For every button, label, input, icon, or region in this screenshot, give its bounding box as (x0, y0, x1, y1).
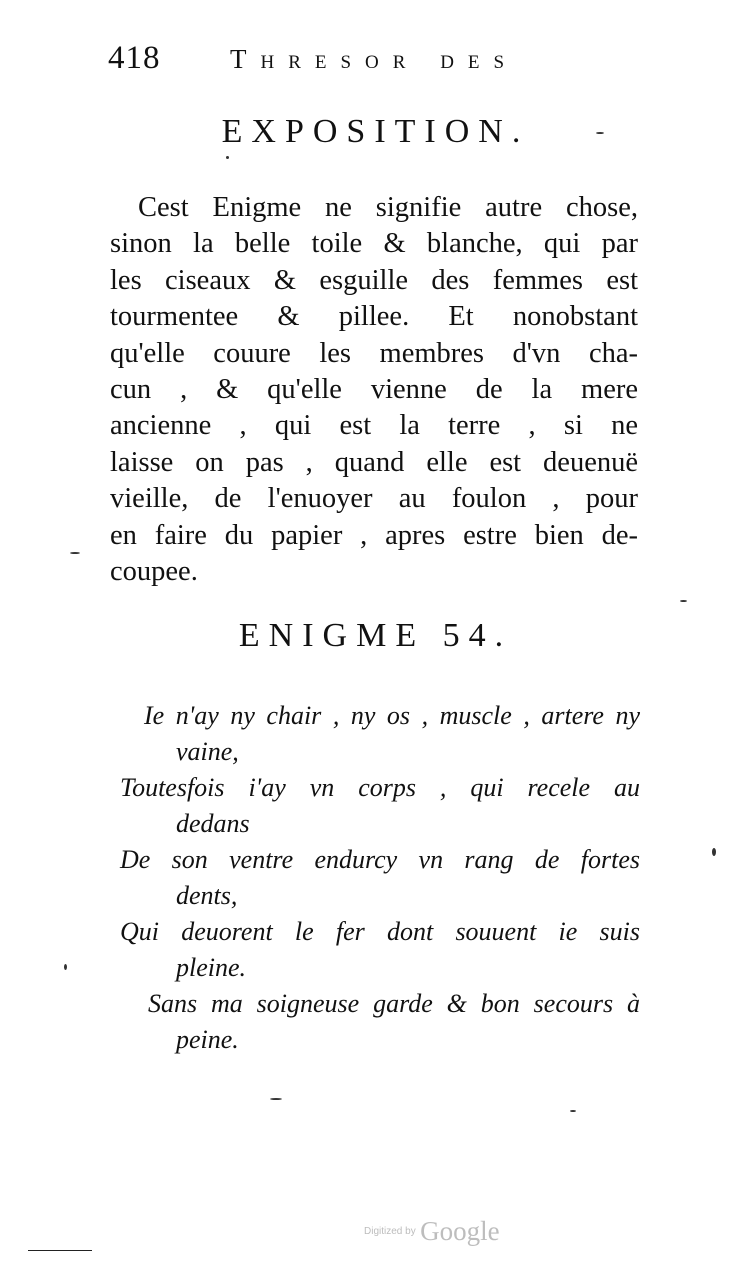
verse-line: Sans ma soigneuse garde & bon secours à (148, 989, 640, 1018)
page-number: 418 (108, 40, 161, 76)
ink-speck (596, 132, 604, 134)
text-line: qu'elle couure les membres d'vn cha- (110, 337, 638, 369)
text-line: coupee. (110, 555, 198, 587)
ink-speck (712, 848, 716, 856)
text-line: cun , & qu'elle vienne de la mere (110, 373, 638, 405)
text-line: tourmentee & pillee. Et nonobstant (110, 301, 638, 333)
verse-line: Toutesfois i'ay vn corps , qui recele au (120, 773, 640, 802)
text-line: vieille, de l'enuoyer au foulon , pour (110, 483, 638, 515)
exposition-text (110, 190, 638, 590)
verse-line: Qui deuorent le fer dont souuent ie suis (120, 917, 640, 946)
verse-line: peine. (176, 1025, 239, 1054)
ink-speck (680, 600, 687, 602)
text-line: ancienne , qui est la terre , si ne (110, 410, 638, 442)
verse-line: pleine. (176, 953, 247, 982)
text-line: sinon la belle toile & blanche, qui par (110, 228, 638, 260)
ink-speck (70, 552, 80, 554)
verse-line: vaine, (176, 737, 239, 766)
enigme-heading: ENIGME 54. (238, 617, 513, 654)
exposition-heading: EXPOSITION. (221, 113, 530, 150)
text-line: laisse on pas , quand elle est deuenuë (110, 446, 638, 478)
google-logo: Google (420, 1216, 500, 1246)
digitization-watermark (364, 1216, 500, 1247)
verse-line: Ie n'ay ny chair , ny os , muscle , artere ny (144, 701, 640, 730)
watermark-prefix: Digitized by (364, 1226, 416, 1237)
verse-line: dents, (176, 881, 238, 910)
ink-speck (226, 156, 229, 159)
verse-line: De son ventre endurcy vn rang de fortes (120, 845, 640, 874)
text-line: Cest Enigme ne signifie autre chose, (138, 192, 638, 223)
text-line: les ciseaux & esguille des femmes est (110, 264, 638, 296)
ink-speck (270, 1098, 282, 1100)
page-header (108, 40, 668, 84)
ink-speck (570, 1110, 576, 1112)
running-title: Thresor des (230, 44, 519, 74)
ink-speck (64, 964, 67, 970)
enigme-verse (120, 698, 640, 1058)
verse-line: dedans (176, 809, 250, 838)
text-line: en faire du papier , apres estre bien de- (110, 519, 638, 551)
footer-rule (28, 1250, 92, 1251)
